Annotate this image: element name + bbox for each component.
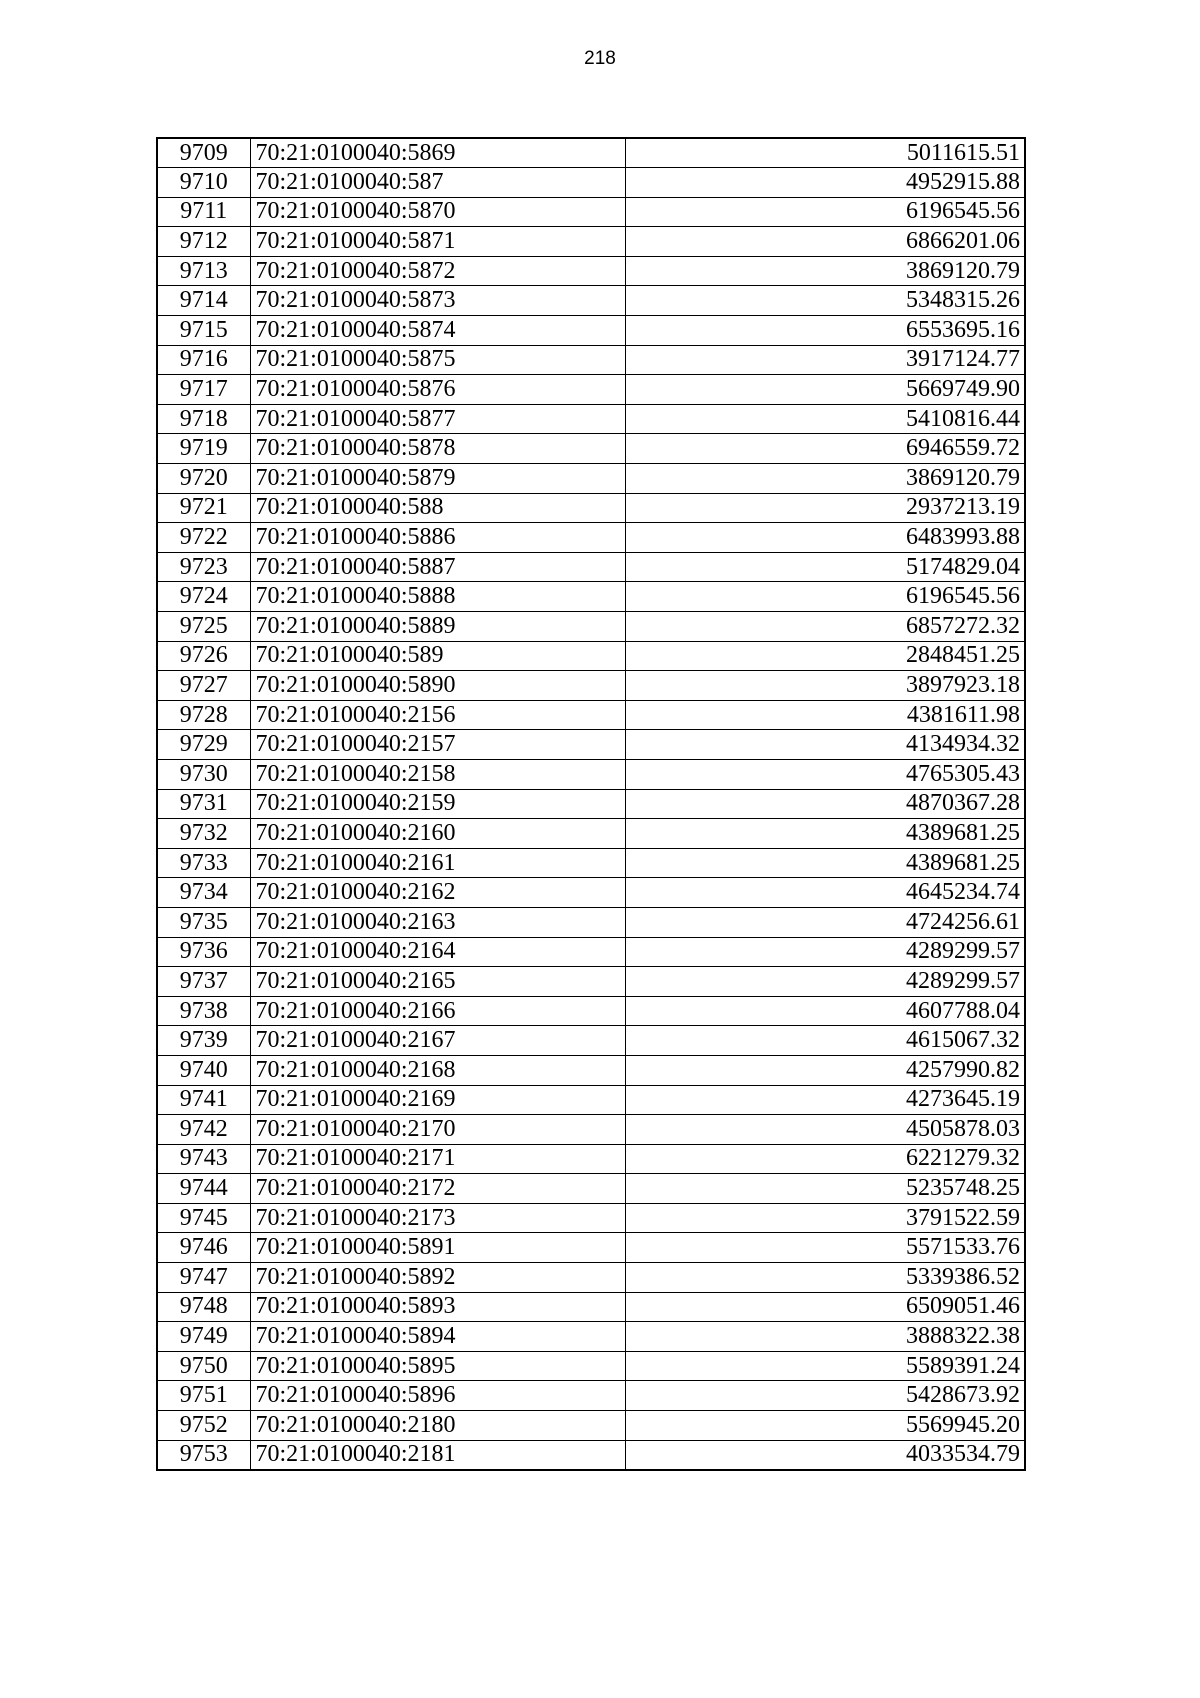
cadastral-number-cell: 70:21:0100040:2172 (250, 1174, 625, 1204)
cadastral-number-cell: 70:21:0100040:587 (250, 168, 625, 198)
cadastral-number-cell: 70:21:0100040:2181 (250, 1440, 625, 1470)
cadastral-number-cell: 70:21:0100040:2162 (250, 878, 625, 908)
value-cell: 5410816.44 (625, 404, 1025, 434)
cadastral-number-cell: 70:21:0100040:2167 (250, 1026, 625, 1056)
table-row (157, 1085, 1025, 1115)
cadastral-number-cell: 70:21:0100040:5888 (250, 582, 625, 612)
row-number-cell: 9732 (157, 819, 250, 849)
value-cell: 4724256.61 (625, 907, 1025, 937)
row-number-cell: 9712 (157, 227, 250, 257)
row-number-cell: 9738 (157, 996, 250, 1026)
row-number-cell: 9727 (157, 671, 250, 701)
value-cell: 2937213.19 (625, 493, 1025, 523)
value-cell: 6553695.16 (625, 316, 1025, 346)
cadastral-number-cell: 70:21:0100040:2169 (250, 1085, 625, 1115)
cadastral-number-cell: 70:21:0100040:589 (250, 641, 625, 671)
cadastral-number-cell: 70:21:0100040:5896 (250, 1381, 625, 1411)
row-number-cell: 9723 (157, 552, 250, 582)
cadastral-number-cell: 70:21:0100040:2173 (250, 1203, 625, 1233)
value-cell: 4273645.19 (625, 1085, 1025, 1115)
table-row (157, 848, 1025, 878)
cadastral-number-cell: 70:21:0100040:5872 (250, 256, 625, 286)
table-row (157, 464, 1025, 494)
value-cell: 5011615.51 (625, 138, 1025, 168)
row-number-cell: 9735 (157, 907, 250, 937)
row-number-cell: 9721 (157, 493, 250, 523)
cadastral-number-cell: 70:21:0100040:5869 (250, 138, 625, 168)
row-number-cell: 9751 (157, 1381, 250, 1411)
value-cell: 6946559.72 (625, 434, 1025, 464)
cadastral-number-cell: 70:21:0100040:5894 (250, 1322, 625, 1352)
table-row (157, 197, 1025, 227)
cadastral-number-cell: 70:21:0100040:5879 (250, 464, 625, 494)
table-row (157, 138, 1025, 168)
table-row (157, 523, 1025, 553)
row-number-cell: 9731 (157, 789, 250, 819)
value-cell: 3869120.79 (625, 464, 1025, 494)
table-row (157, 316, 1025, 346)
table-row (157, 1233, 1025, 1263)
table-row (157, 286, 1025, 316)
row-number-cell: 9740 (157, 1055, 250, 1085)
row-number-cell: 9742 (157, 1115, 250, 1145)
table-row (157, 256, 1025, 286)
row-number-cell: 9752 (157, 1411, 250, 1441)
row-number-cell: 9719 (157, 434, 250, 464)
row-number-cell: 9745 (157, 1203, 250, 1233)
table-row (157, 493, 1025, 523)
row-number-cell: 9724 (157, 582, 250, 612)
table-row (157, 641, 1025, 671)
cadastral-number-cell: 70:21:0100040:5878 (250, 434, 625, 464)
table-row (157, 907, 1025, 937)
table-row (157, 1263, 1025, 1293)
table-row (157, 1026, 1025, 1056)
cadastral-number-cell: 70:21:0100040:5891 (250, 1233, 625, 1263)
value-cell: 4381611.98 (625, 700, 1025, 730)
value-cell: 5428673.92 (625, 1381, 1025, 1411)
cadastral-number-cell: 70:21:0100040:2160 (250, 819, 625, 849)
row-number-cell: 9746 (157, 1233, 250, 1263)
row-number-cell: 9709 (157, 138, 250, 168)
row-number-cell: 9737 (157, 967, 250, 997)
cadastral-number-cell: 70:21:0100040:2158 (250, 759, 625, 789)
table-row (157, 996, 1025, 1026)
row-number-cell: 9733 (157, 848, 250, 878)
row-number-cell: 9713 (157, 256, 250, 286)
value-cell: 3888322.38 (625, 1322, 1025, 1352)
table-row (157, 1174, 1025, 1204)
row-number-cell: 9722 (157, 523, 250, 553)
cadastral-number-cell: 70:21:0100040:5870 (250, 197, 625, 227)
row-number-cell: 9743 (157, 1144, 250, 1174)
table-row (157, 1203, 1025, 1233)
table-row (157, 878, 1025, 908)
value-cell: 5569945.20 (625, 1411, 1025, 1441)
row-number-cell: 9744 (157, 1174, 250, 1204)
table-row (157, 404, 1025, 434)
value-cell: 4289299.57 (625, 967, 1025, 997)
cadastral-number-cell: 70:21:0100040:2170 (250, 1115, 625, 1145)
table-row (157, 730, 1025, 760)
value-cell: 5571533.76 (625, 1233, 1025, 1263)
value-cell: 6857272.32 (625, 612, 1025, 642)
value-cell: 6509051.46 (625, 1292, 1025, 1322)
value-cell: 4134934.32 (625, 730, 1025, 760)
value-cell: 6196545.56 (625, 197, 1025, 227)
table-row (157, 434, 1025, 464)
row-number-cell: 9750 (157, 1351, 250, 1381)
row-number-cell: 9734 (157, 878, 250, 908)
cadastral-number-cell: 70:21:0100040:2164 (250, 937, 625, 967)
row-number-cell: 9729 (157, 730, 250, 760)
row-number-cell: 9725 (157, 612, 250, 642)
row-number-cell: 9739 (157, 1026, 250, 1056)
cadastral-number-cell: 70:21:0100040:5874 (250, 316, 625, 346)
table-row (157, 1440, 1025, 1470)
value-cell: 5669749.90 (625, 375, 1025, 405)
value-cell: 3897923.18 (625, 671, 1025, 701)
value-cell: 6866201.06 (625, 227, 1025, 257)
cadastral-number-cell: 70:21:0100040:2161 (250, 848, 625, 878)
value-cell: 5235748.25 (625, 1174, 1025, 1204)
cadastral-number-cell: 70:21:0100040:5892 (250, 1263, 625, 1293)
cadastral-number-cell: 70:21:0100040:5895 (250, 1351, 625, 1381)
table-row (157, 789, 1025, 819)
row-number-cell: 9741 (157, 1085, 250, 1115)
table-row (157, 1381, 1025, 1411)
row-number-cell: 9748 (157, 1292, 250, 1322)
table-row (157, 1292, 1025, 1322)
table-row (157, 937, 1025, 967)
value-cell: 4505878.03 (625, 1115, 1025, 1145)
table-row (157, 671, 1025, 701)
table-row (157, 1055, 1025, 1085)
table-row (157, 345, 1025, 375)
table-row (157, 1351, 1025, 1381)
value-cell: 4389681.25 (625, 848, 1025, 878)
cadastral-number-cell: 70:21:0100040:2171 (250, 1144, 625, 1174)
cadastral-number-cell: 70:21:0100040:5877 (250, 404, 625, 434)
row-number-cell: 9730 (157, 759, 250, 789)
table-row (157, 375, 1025, 405)
table-row (157, 1144, 1025, 1174)
cadastral-number-cell: 70:21:0100040:5889 (250, 612, 625, 642)
row-number-cell: 9716 (157, 345, 250, 375)
cadastral-number-cell: 70:21:0100040:588 (250, 493, 625, 523)
value-cell: 4615067.32 (625, 1026, 1025, 1056)
cadastral-value-table (156, 137, 1026, 1471)
table-row (157, 1411, 1025, 1441)
page-number: 218 (584, 48, 616, 69)
row-number-cell: 9736 (157, 937, 250, 967)
value-cell: 3791522.59 (625, 1203, 1025, 1233)
cadastral-number-cell: 70:21:0100040:2159 (250, 789, 625, 819)
value-cell: 5339386.52 (625, 1263, 1025, 1293)
row-number-cell: 9720 (157, 464, 250, 494)
cadastral-number-cell: 70:21:0100040:5893 (250, 1292, 625, 1322)
row-number-cell: 9715 (157, 316, 250, 346)
value-cell: 4870367.28 (625, 789, 1025, 819)
cadastral-number-cell: 70:21:0100040:5876 (250, 375, 625, 405)
value-cell: 4765305.43 (625, 759, 1025, 789)
value-cell: 5174829.04 (625, 552, 1025, 582)
value-cell: 4033534.79 (625, 1440, 1025, 1470)
table-row (157, 700, 1025, 730)
value-cell: 4289299.57 (625, 937, 1025, 967)
cadastral-number-cell: 70:21:0100040:2163 (250, 907, 625, 937)
row-number-cell: 9753 (157, 1440, 250, 1470)
cadastral-number-cell: 70:21:0100040:5890 (250, 671, 625, 701)
row-number-cell: 9711 (157, 197, 250, 227)
cadastral-number-cell: 70:21:0100040:5873 (250, 286, 625, 316)
value-cell: 4257990.82 (625, 1055, 1025, 1085)
table-body (157, 138, 1025, 1470)
row-number-cell: 9714 (157, 286, 250, 316)
table-row (157, 967, 1025, 997)
table-row (157, 612, 1025, 642)
table-row (157, 582, 1025, 612)
cadastral-number-cell: 70:21:0100040:2156 (250, 700, 625, 730)
cadastral-number-cell: 70:21:0100040:5875 (250, 345, 625, 375)
value-cell: 4607788.04 (625, 996, 1025, 1026)
value-cell: 3869120.79 (625, 256, 1025, 286)
value-cell: 4952915.88 (625, 168, 1025, 198)
row-number-cell: 9718 (157, 404, 250, 434)
table-row (157, 168, 1025, 198)
value-cell: 6483993.88 (625, 523, 1025, 553)
row-number-cell: 9747 (157, 1263, 250, 1293)
row-number-cell: 9728 (157, 700, 250, 730)
value-cell: 4645234.74 (625, 878, 1025, 908)
table-row (157, 552, 1025, 582)
cadastral-number-cell: 70:21:0100040:2166 (250, 996, 625, 1026)
value-cell: 6221279.32 (625, 1144, 1025, 1174)
cadastral-number-cell: 70:21:0100040:2180 (250, 1411, 625, 1441)
value-cell: 5589391.24 (625, 1351, 1025, 1381)
cadastral-number-cell: 70:21:0100040:5871 (250, 227, 625, 257)
table-row (157, 227, 1025, 257)
table-row (157, 1322, 1025, 1352)
table-row (157, 759, 1025, 789)
row-number-cell: 9710 (157, 168, 250, 198)
value-cell: 5348315.26 (625, 286, 1025, 316)
table-row (157, 819, 1025, 849)
cadastral-number-cell: 70:21:0100040:5886 (250, 523, 625, 553)
table-row (157, 1115, 1025, 1145)
row-number-cell: 9717 (157, 375, 250, 405)
cadastral-number-cell: 70:21:0100040:2165 (250, 967, 625, 997)
value-cell: 2848451.25 (625, 641, 1025, 671)
cadastral-number-cell: 70:21:0100040:2157 (250, 730, 625, 760)
row-number-cell: 9749 (157, 1322, 250, 1352)
cadastral-number-cell: 70:21:0100040:2168 (250, 1055, 625, 1085)
value-cell: 4389681.25 (625, 819, 1025, 849)
value-cell: 3917124.77 (625, 345, 1025, 375)
row-number-cell: 9726 (157, 641, 250, 671)
cadastral-number-cell: 70:21:0100040:5887 (250, 552, 625, 582)
value-cell: 6196545.56 (625, 582, 1025, 612)
